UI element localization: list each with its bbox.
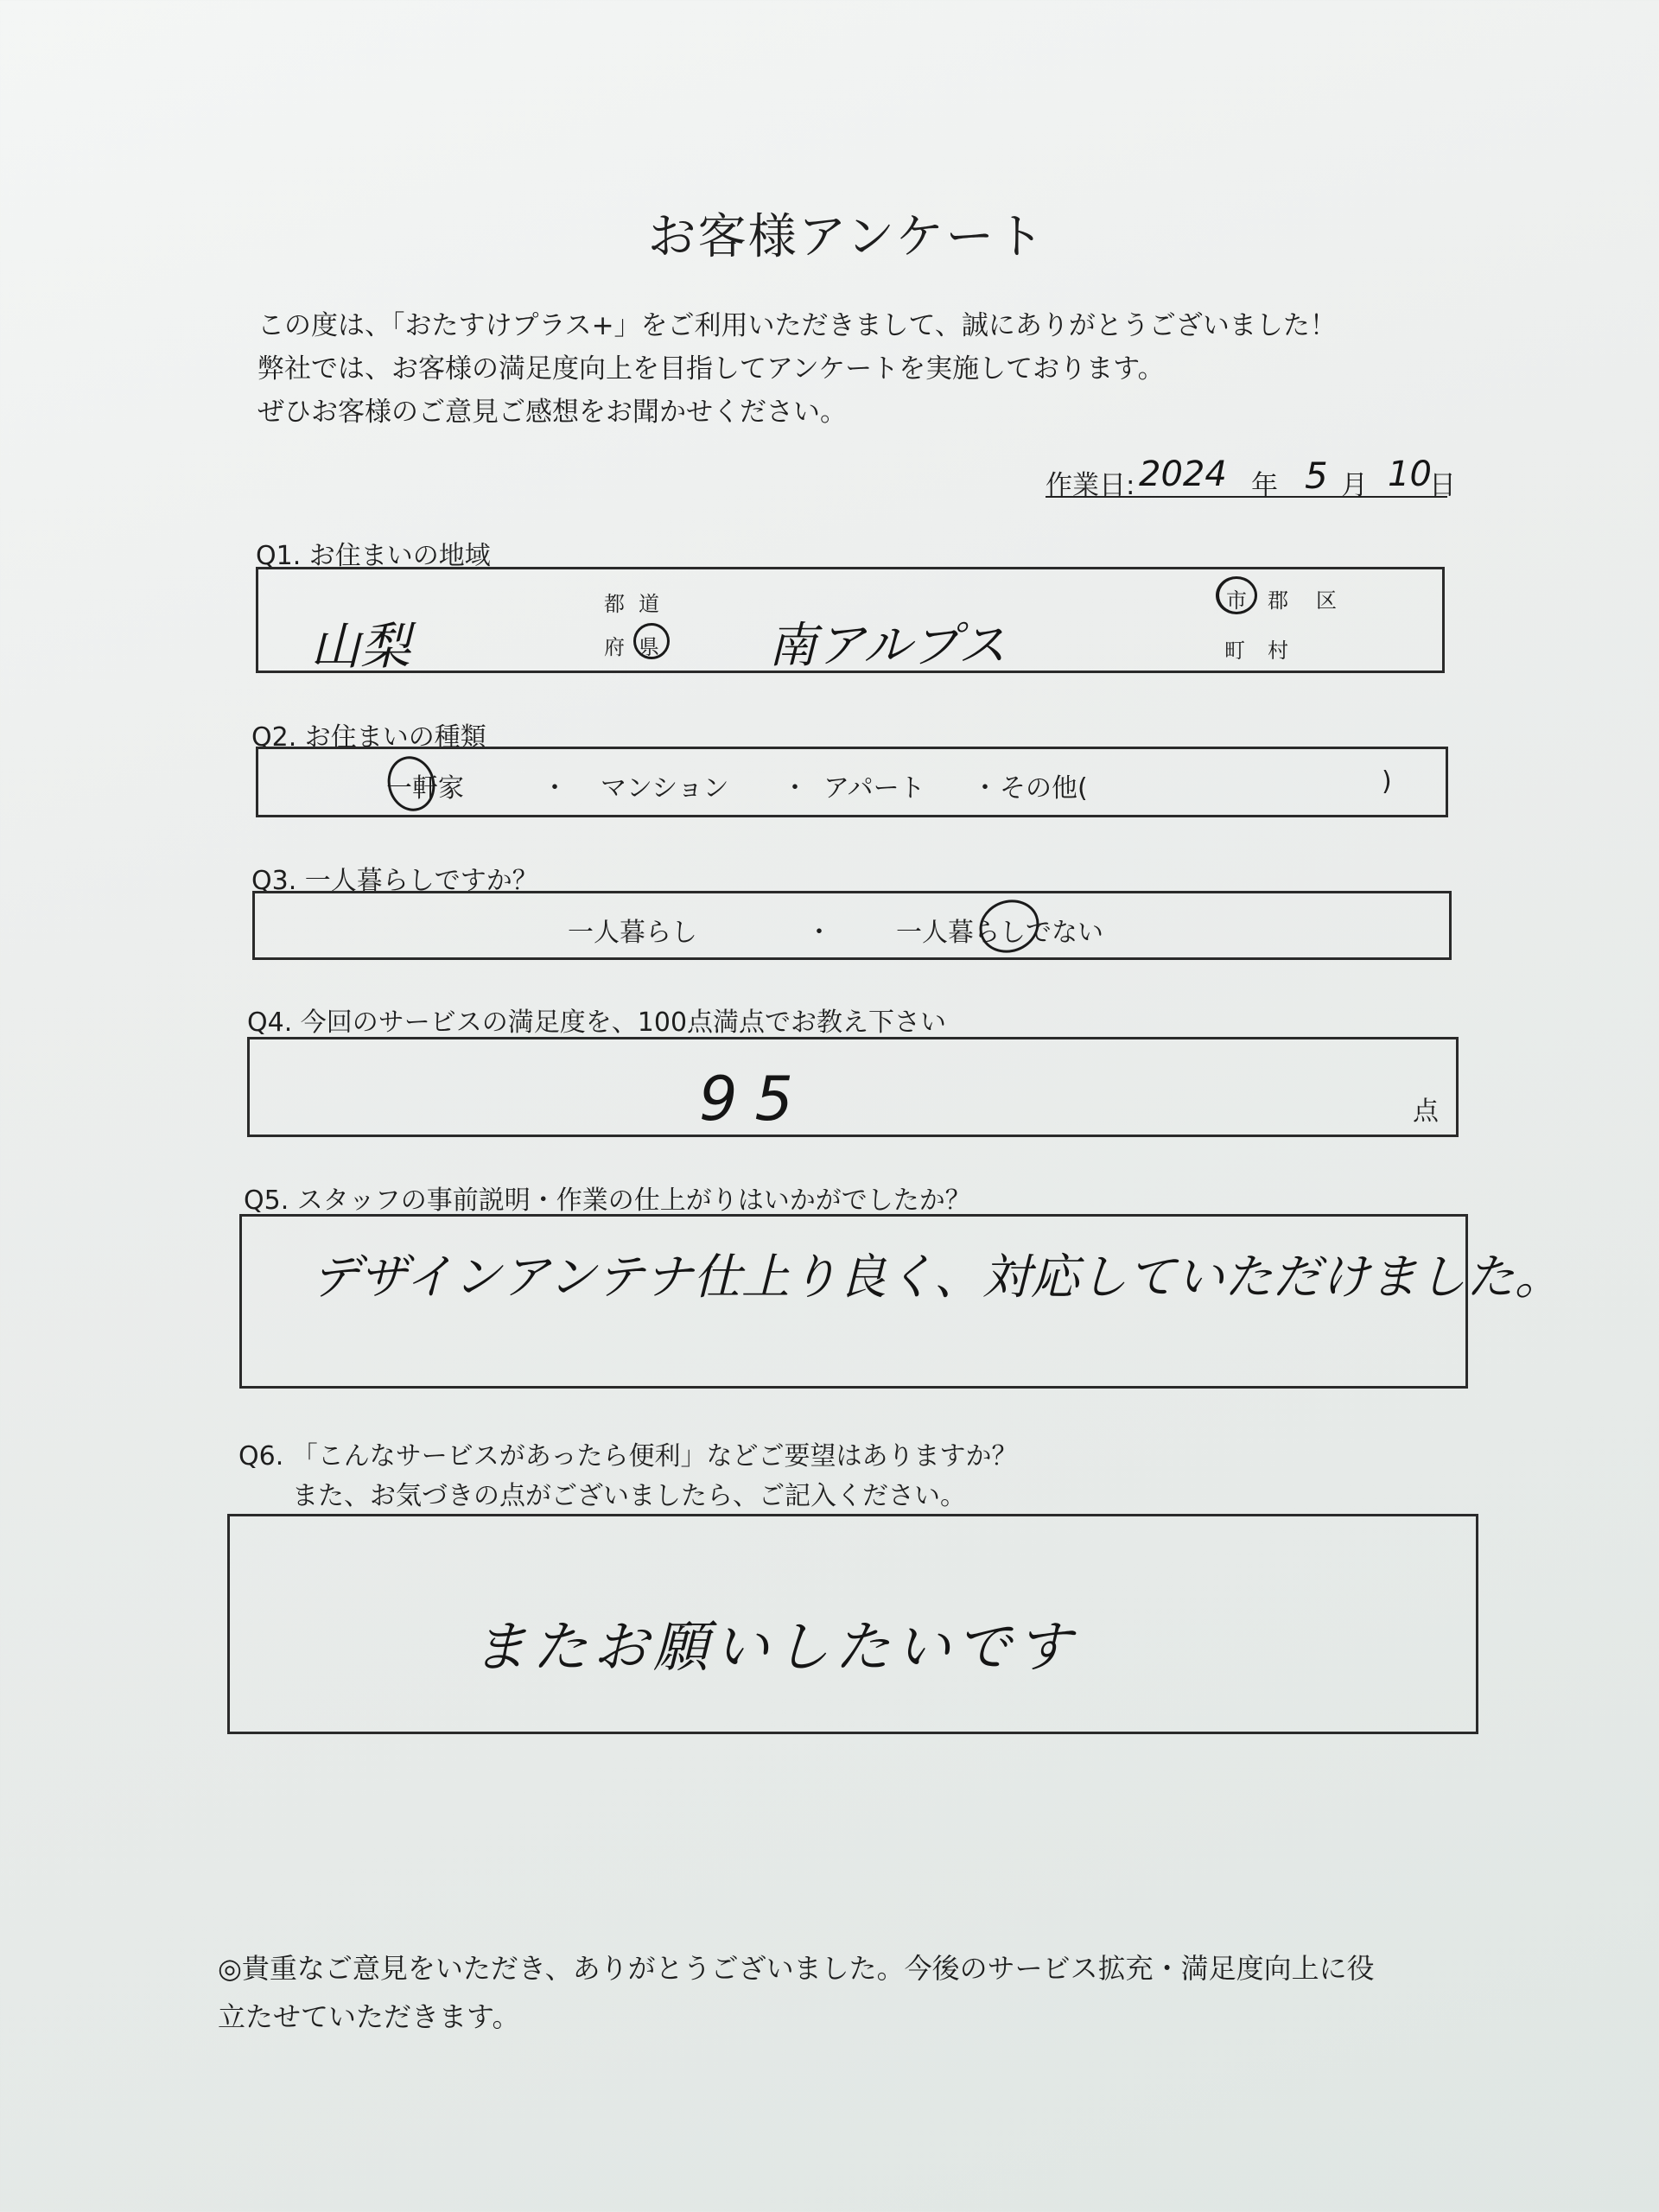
q6-question: Q6. 「こんなサービスがあったら便利」などご要望はありますか？ [238,1441,1018,1471]
city-unit-ku: 区 [1316,588,1337,613]
q4-question: Q4. 今回のサービスの満足度を、100点満点でお教え下さい [247,1007,947,1038]
q5-answer-box[interactable] [239,1214,1563,1389]
q2-option-detached-house[interactable]: 一軒家 [386,773,464,804]
q1-question: Q1. お住まいの地域 [256,541,491,571]
intro-line: この度は、「おたすけプラス+」をご利用いただきまして、誠にありがとうございました！ [257,310,1337,341]
q2-option-other[interactable]: その他( [1000,773,1088,804]
q2-answer-box [256,747,1448,817]
city-unit-cho: 町 [1224,639,1245,663]
closing-note [218,1944,1375,2041]
intro-text [257,304,1337,434]
work-date-day: 10 [1388,454,1432,494]
selected-circle-mark [972,892,1046,961]
option-separator: ・ [782,773,808,804]
option-separator: ・ [806,918,832,948]
close-paren: ) [1382,766,1392,797]
page-title: お客様アンケート [647,209,1046,265]
city-unit-son: 村 [1268,639,1288,663]
q2-option-apartment[interactable]: アパート [823,773,925,804]
selected-circle-mark [633,623,670,659]
option-separator: ・ [972,773,998,804]
q2-option-mansion[interactable]: マンション [601,773,729,804]
q1-city-answer: 南アルプス [768,618,1007,674]
q1-answer-box[interactable] [256,567,1445,676]
q3-question: Q3. 一人暮らしですか？ [251,866,538,896]
pref-unit-fu: 府 [604,635,625,659]
work-date [1046,454,1456,501]
q5-question: Q5. スタッフの事前説明・作業の仕上がりはいかがでしたか？ [244,1185,971,1216]
q3-option-living-alone[interactable]: 一人暮らし [568,918,697,948]
intro-line: 弊社では、お客様の満足度向上を目指してアンケートを実施しております。 [257,353,1165,385]
selected-circle-mark [1216,576,1257,614]
work-date-year: 2024 [1139,454,1227,494]
work-date-month-unit: 月 [1341,470,1368,501]
q3-answer-box [252,891,1452,960]
pref-unit-to: 都 [604,592,625,616]
work-date-label: 作業日: [1046,470,1135,501]
pref-unit-do: 道 [639,592,659,616]
pref-unit-ken: 県 [639,635,659,659]
work-date-month: 5 [1305,454,1328,497]
q6-question-sub: また、お気づきの点がございましたら、ご記入ください。 [292,1481,966,1511]
q6-handwritten-answer: またお願いしたいです [472,1616,1077,1680]
work-date-year-unit: 年 [1251,470,1278,501]
q2-question: Q2. お住まいの種類 [251,722,486,753]
q6-answer-box[interactable] [227,1514,1478,1734]
intro-line: ぜひお客様のご意見ご感想をお聞かせください。 [257,397,847,428]
selected-circle-mark [382,751,442,817]
q4-score-answer: 95 [699,1064,811,1135]
q4-score-unit: 点 [1413,1096,1439,1127]
city-unit-shi: 市 [1226,588,1247,613]
q5-handwritten-answer: デザインアンテナ仕上り良く、対応していただけました。 [311,1249,1563,1306]
work-date-day-unit: 日 [1429,470,1456,501]
q3-option-not-living-alone[interactable]: 一人暮らしでない [896,918,1103,948]
option-separator: ・ [542,773,568,804]
q1-prefecture-answer: 山梨 [310,617,411,676]
city-unit-gun: 郡 [1268,588,1288,613]
closing-line: ◎貴重なご意見をいただき、ありがとうございました。今後のサービス拡充・満足度向上に役 [218,1952,1375,1985]
q4-answer-box[interactable] [247,1037,1459,1137]
closing-line: 立たせていただきます。 [218,2000,520,2033]
